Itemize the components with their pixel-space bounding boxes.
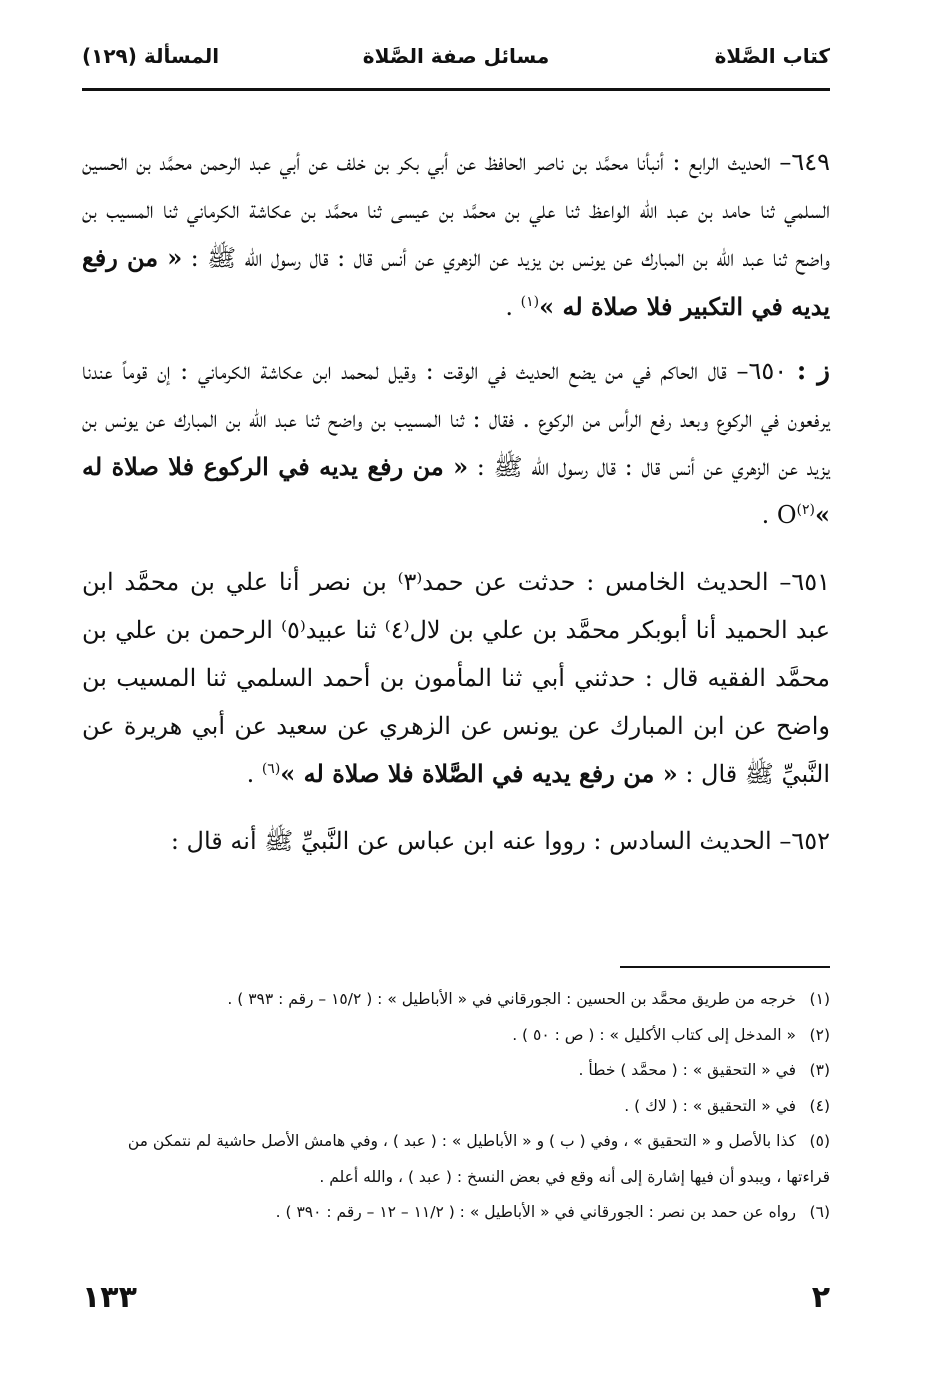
chapter-title: مسائل صفة الصَّلاة bbox=[362, 44, 550, 68]
footnote-4 bbox=[82, 1089, 830, 1125]
footnote-number: (١) bbox=[809, 990, 830, 1008]
footnote-number: (٢) bbox=[809, 1025, 830, 1044]
footnote-number: (٦) bbox=[809, 1203, 830, 1221]
issue-label: المسألة (١٢٩) bbox=[82, 44, 220, 68]
footnote-ref: (١) bbox=[520, 293, 540, 310]
running-header bbox=[82, 40, 830, 76]
paragraph-text: ٦٥٢– الحديث السادس : رووا عنه ابن عباس عن النَّبيِّ ﷺ أنه قال : bbox=[170, 826, 830, 855]
footnote-6 bbox=[82, 1195, 830, 1231]
footnote-number: (٣) bbox=[809, 1061, 830, 1079]
paragraph-marker: ز : bbox=[796, 355, 830, 386]
hadith-649 bbox=[82, 138, 830, 331]
hadith-quote: « من رفع يديه في التكبير فلا صلاة له » bbox=[82, 243, 830, 321]
footnote-text: رواه عن حمد بن نصر : الجورقاني في « الأباطيل » : ( ١١/٢ – ١٢ – رقم : ٣٩٠ ) . bbox=[275, 1203, 796, 1221]
footnote-text: خرجه من طريق محمَّد بن الحسين : الجورقاني في « الأباطيل » : ( ١٥/٢ – رقم : ٣٩٣ ) . bbox=[227, 990, 796, 1008]
footnote-text: في « التحقيق » : ( محمَّد ) خطأ . bbox=[578, 1061, 796, 1079]
footnote-text: كذا بالأصل و « التحقيق » ، وفي ( ب ) و « الأباطيل » : ( عبد ) ، وفي هامش الأصل حاشية لم نتمكن من قراءتها ، ويبدو أن فيها إشارة إلى أنه وقع في بعض النسخ : ( عبد ) ، والله أعلم . bbox=[127, 1132, 830, 1186]
hadith-652 bbox=[82, 817, 830, 865]
paragraph-end: . bbox=[246, 760, 262, 789]
header-rule bbox=[82, 88, 830, 91]
footnote-rule bbox=[620, 966, 830, 968]
hadith-quote: « من رفع يديه في الصَّلاة فلا صلاة له » bbox=[280, 759, 678, 789]
footnote-text: « المدخل إلى كتاب الأكليل » : ( ص : ٥٠ ) . bbox=[512, 1025, 796, 1044]
book-title: كتاب الصَّلاة bbox=[714, 44, 830, 68]
footnote-ref: (٦) bbox=[261, 761, 281, 778]
paragraph-end: . bbox=[505, 292, 521, 321]
main-text bbox=[82, 138, 830, 881]
hadith-650 bbox=[82, 347, 830, 540]
footnote-1 bbox=[82, 982, 830, 1018]
footnote-number: (٤) bbox=[809, 1096, 830, 1115]
footnote-ref: (٢) bbox=[796, 502, 815, 519]
footnote-text: في « التحقيق » : ( لاك ) . bbox=[624, 1096, 796, 1115]
footnote-5 bbox=[82, 1124, 830, 1195]
footnotes bbox=[82, 982, 830, 1231]
page-number: ١٣٣ bbox=[82, 1280, 137, 1315]
hadith-quote: « من رفع يديه في الركوع فلا صلاة له » bbox=[82, 452, 830, 530]
footnote-3 bbox=[82, 1053, 830, 1089]
paragraph-text: ٦٤٩– الحديث الرابع : أنبأنا محمَّد بن ناصر الحافظ عن أبي بكر بن خلف عن أبي عبد الرحمن محمَّد بن الحسين السلمي ثنا حامد بن عبد الله الواعظ ثنا علي بن محمَّد بن عيسى ثنا محمَّد بن عكاشة الكرماني ثنا المسيب بن واضح ثنا عبد الله بن المبارك عن يونس بن يزيد عن الزهري عن أنس قال : قال رسول الله ﷺ : bbox=[82, 148, 831, 273]
hadith-651 bbox=[82, 558, 830, 799]
footnote-2 bbox=[82, 1018, 830, 1054]
footnote-number: (٥) bbox=[809, 1132, 830, 1150]
signature-mark: ٢ bbox=[811, 1280, 830, 1315]
paragraph-end: O . bbox=[761, 501, 797, 530]
paragraph-text: ٦٥١– الحديث الخامس : حدثت عن حمد⁽٣⁾ بن نصر أنا علي بن محمَّد ابن عبد الحميد أنا أبوبكر محمَّد بن علي بن لال⁽٤⁾ ثنا عبيد⁽٥⁾ الرحمن بن علي بن محمَّد الفقيه قال : حدثني أبي ثنا المأمون بن أحمد السلمي ثنا المسيب بن واضح عن ابن المبارك عن يونس عن الزهري عن سعيد عن أبي هريرة عن النَّبيِّ ﷺ قال : bbox=[82, 567, 831, 789]
paragraph-text: ٦٥٠– قال الحاكم في من يضع الحديث في الوقت : وقيل لمحمد ابن عكاشة الكرماني : إن قوماً عندنا يرفعون في الركوع وبعد رفع الرأس من الركوع . فقال : ثنا المسيب بن واضح ثنا عبد الله بن المبارك عن يونس بن يزيد عن الزهري عن أنس قال : قال رسول الله ﷺ : bbox=[82, 356, 831, 482]
